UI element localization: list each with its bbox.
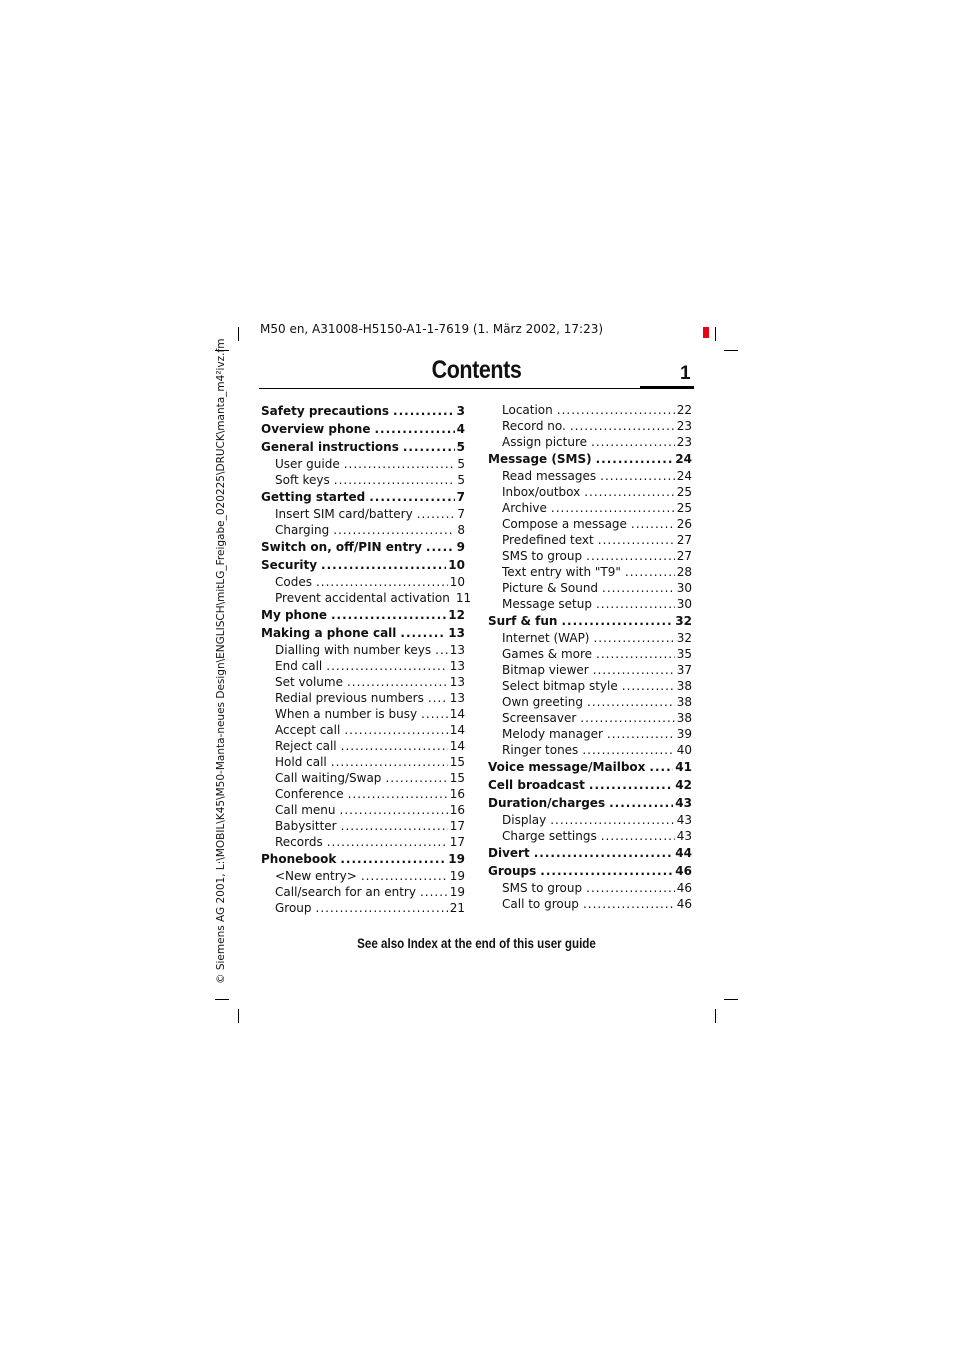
toc-entry-label: Accept call <box>275 723 341 737</box>
toc-entry-label: Records <box>275 835 323 849</box>
toc-subentry[interactable] <box>488 580 692 596</box>
toc-leader-dots <box>600 468 675 484</box>
toc-entry-page: 28 <box>676 565 692 579</box>
toc-entry-label: Charge settings <box>502 829 597 843</box>
toc-entry-label: General instructions <box>261 440 399 454</box>
toc-leader-dots <box>596 596 675 612</box>
toc-leader-dots <box>331 607 446 624</box>
toc-subentry[interactable] <box>261 900 465 916</box>
toc-subentry[interactable] <box>488 532 692 548</box>
toc-entry-page: 46 <box>676 897 692 911</box>
crop-mark <box>715 327 716 341</box>
toc-section-entry[interactable] <box>488 451 692 468</box>
toc-section-entry[interactable] <box>261 403 465 420</box>
toc-leader-dots <box>341 738 448 754</box>
toc-subentry[interactable] <box>488 434 692 450</box>
toc-entry-label: Archive <box>502 501 547 515</box>
toc-entry-page: 19 <box>448 852 465 866</box>
toc-entry-label: Hold call <box>275 755 327 769</box>
toc-entry-label: Text entry with "T9" <box>502 565 621 579</box>
toc-entry-label: Assign picture <box>502 435 587 449</box>
toc-leader-dots <box>316 574 448 590</box>
toc-entry-label: Group <box>275 901 312 915</box>
toc-leader-dots <box>341 818 448 834</box>
toc-entry-page: 19 <box>449 885 465 899</box>
toc-entry-label: Inbox/outbox <box>502 485 581 499</box>
toc-subentry[interactable] <box>261 642 465 658</box>
toc-entry-page: 15 <box>449 771 465 785</box>
toc-leader-dots <box>321 557 446 574</box>
toc-subentry[interactable] <box>488 596 692 612</box>
toc-entry-label: User guide <box>275 457 340 471</box>
toc-entry-page: 27 <box>676 549 692 563</box>
toc-leader-dots <box>340 851 446 868</box>
title-rule-accent <box>640 386 694 389</box>
toc-entry-page: 27 <box>676 533 692 547</box>
toc-entry-page: 32 <box>676 631 692 645</box>
toc-entry-page: 5 <box>457 473 465 487</box>
toc-entry-page: 13 <box>449 691 465 705</box>
toc-entry-page: 16 <box>449 803 465 817</box>
toc-subentry[interactable] <box>261 456 465 472</box>
toc-leader-dots <box>361 868 448 884</box>
toc-leader-dots <box>340 802 448 818</box>
toc-entry-label: Call waiting/Swap <box>275 771 382 785</box>
toc-entry-page: 26 <box>676 517 692 531</box>
toc-subentry[interactable] <box>488 516 692 532</box>
toc-leader-dots <box>369 489 454 506</box>
toc-leader-dots <box>596 646 675 662</box>
toc-entry-label: Dialling with number keys <box>275 643 432 657</box>
crop-mark <box>238 1009 239 1023</box>
toc-leader-dots <box>393 403 455 420</box>
toc-leader-dots <box>327 834 448 850</box>
toc-leader-dots <box>580 710 674 726</box>
toc-entry-page: 13 <box>449 675 465 689</box>
toc-subentry[interactable] <box>261 706 465 722</box>
toc-entry-page: 37 <box>676 663 692 677</box>
toc-entry-page: 43 <box>676 829 692 843</box>
toc-subentry[interactable] <box>261 506 465 522</box>
toc-subentry[interactable] <box>488 548 692 564</box>
toc-leader-dots <box>534 845 674 862</box>
toc-entry-label: Making a phone call <box>261 626 397 640</box>
print-file-info: M50 en, A31008-H5150-A1-1-7619 (1. März 2002, 17:23) <box>260 322 604 336</box>
toc-subentry[interactable] <box>261 770 465 786</box>
toc-subentry[interactable] <box>261 884 465 900</box>
toc-subentry[interactable] <box>261 868 465 884</box>
title-rule <box>259 388 694 389</box>
toc-entry-page: 32 <box>675 614 692 628</box>
toc-leader-dots <box>589 777 673 794</box>
toc-entry-page: 17 <box>449 819 465 833</box>
toc-entry-label: Prevent accidental activation <box>275 591 450 605</box>
toc-subentry[interactable] <box>261 690 465 706</box>
toc-entry-label: Games & more <box>502 647 593 661</box>
toc-entry-page: 13 <box>449 659 465 673</box>
toc-leader-dots <box>421 706 448 722</box>
toc-entry-label: Reject call <box>275 739 337 753</box>
toc-entry-page: 17 <box>449 835 465 849</box>
toc-entry-page: 7 <box>456 490 465 504</box>
toc-leader-dots <box>582 742 674 758</box>
toc-subentry[interactable] <box>261 786 465 802</box>
toc-leader-dots <box>331 754 448 770</box>
toc-subentry[interactable] <box>488 646 692 662</box>
toc-entry-label: Babysitter <box>275 819 337 833</box>
toc-entry-page: 12 <box>448 608 465 622</box>
toc-section-entry[interactable] <box>488 613 692 630</box>
toc-subentry[interactable] <box>488 828 692 844</box>
toc-subentry[interactable] <box>261 818 465 834</box>
toc-leader-dots <box>602 580 675 596</box>
toc-entry-page: 8 <box>457 523 465 537</box>
toc-entry-label: Phonebook <box>261 852 337 866</box>
toc-subentry[interactable] <box>488 896 692 912</box>
toc-entry-page: 35 <box>676 647 692 661</box>
toc-entry-label: Insert SIM card/battery <box>275 507 413 521</box>
toc-subentry[interactable] <box>488 742 692 758</box>
toc-leader-dots <box>551 500 675 516</box>
toc-section-entry[interactable] <box>488 845 692 862</box>
toc-column-left <box>261 402 472 916</box>
toc-leader-dots <box>583 896 675 912</box>
toc-entry-label: Call to group <box>502 897 579 911</box>
toc-entry-label: Set volume <box>275 675 343 689</box>
toc-entry-label: Record no. <box>502 419 566 433</box>
toc-entry-label: Charging <box>275 523 330 537</box>
toc-entry-label: Getting started <box>261 490 366 504</box>
toc-entry-label: <New entry> <box>275 869 357 883</box>
toc-leader-dots <box>426 539 455 556</box>
toc-entry-label: Internet (WAP) <box>502 631 590 645</box>
toc-leader-dots <box>609 795 673 812</box>
toc-entry-page: 41 <box>675 760 692 774</box>
toc-entry-page: 13 <box>448 626 465 640</box>
toc-entry-label: Ringer tones <box>502 743 579 757</box>
toc-leader-dots <box>385 770 447 786</box>
toc-leader-dots <box>374 421 454 438</box>
toc-subentry[interactable] <box>488 484 692 500</box>
toc-leader-dots <box>344 722 447 738</box>
toc-entry-label: Message (SMS) <box>488 452 592 466</box>
toc-entry-page: 16 <box>449 787 465 801</box>
toc-leader-dots <box>326 658 447 674</box>
toc-entry-page: 42 <box>675 778 692 792</box>
color-marker <box>703 327 709 338</box>
toc-subentry[interactable] <box>488 402 692 418</box>
toc-entry-page: 39 <box>676 727 692 741</box>
toc-subentry[interactable] <box>488 468 692 484</box>
toc-leader-dots <box>631 516 675 532</box>
file-path-vertical: © Siemens AG 2001, L:\MOBIL\K45\M50-Manta-neues Design\ENGLISCH\mitLG_Freigabe_020225\DRUCK\manta_m4²ivz.fm <box>215 338 227 984</box>
toc-entry-label: Divert <box>488 846 530 860</box>
toc-entry-label: Voice message/Mailbox <box>488 760 646 774</box>
index-note: See also Index at the end of this user guide <box>357 936 596 951</box>
toc-entry-label: Call/search for an entry <box>275 885 416 899</box>
toc-section-entry[interactable] <box>261 625 465 642</box>
toc-entry-page: 3 <box>456 404 465 418</box>
toc-entry-page: 25 <box>676 501 692 515</box>
toc-leader-dots <box>557 402 675 418</box>
toc-subentry[interactable] <box>488 726 692 742</box>
toc-entry-label: Groups <box>488 864 537 878</box>
toc-entry-page: 9 <box>456 540 465 554</box>
toc-leader-dots <box>316 900 448 916</box>
toc-leader-dots <box>435 642 448 658</box>
toc-subentry[interactable] <box>488 564 692 580</box>
toc-entry-label: Compose a message <box>502 517 627 531</box>
toc-entry-page: 44 <box>675 846 692 860</box>
toc-entry-label: My phone <box>261 608 327 622</box>
toc-subentry[interactable] <box>261 590 472 606</box>
toc-entry-label: Switch on, off/PIN entry <box>261 540 422 554</box>
toc-entry-page: 19 <box>449 869 465 883</box>
toc-entry-label: Soft keys <box>275 473 330 487</box>
toc-entry-page: 7 <box>457 507 465 521</box>
crop-mark <box>724 999 738 1000</box>
toc-entry-page: 23 <box>676 419 692 433</box>
toc-section-entry[interactable] <box>261 851 465 868</box>
toc-leader-dots <box>593 662 675 678</box>
toc-entry-page: 11 <box>455 591 472 605</box>
toc-subentry[interactable] <box>261 472 465 488</box>
crop-mark <box>724 350 738 351</box>
toc-entry-page: 4 <box>456 422 465 436</box>
toc-column-right <box>488 402 692 912</box>
toc-subentry[interactable] <box>488 418 692 434</box>
toc-leader-dots <box>607 726 675 742</box>
toc-leader-dots <box>570 418 675 434</box>
toc-section-entry[interactable] <box>261 539 465 556</box>
toc-entry-label: Cell broadcast <box>488 778 585 792</box>
toc-subentry[interactable] <box>261 802 465 818</box>
toc-subentry[interactable] <box>261 522 465 538</box>
toc-entry-page: 15 <box>449 755 465 769</box>
toc-section-entry[interactable] <box>261 557 465 574</box>
toc-entry-label: Codes <box>275 575 312 589</box>
toc-entry-page: 30 <box>676 597 692 611</box>
toc-section-entry[interactable] <box>261 489 465 506</box>
toc-entry-label: Security <box>261 558 318 572</box>
crop-mark <box>238 327 239 341</box>
toc-subentry[interactable] <box>261 658 465 674</box>
toc-subentry[interactable] <box>488 662 692 678</box>
toc-section-entry[interactable] <box>488 759 692 776</box>
toc-entry-page: 22 <box>676 403 692 417</box>
toc-subentry[interactable] <box>261 834 465 850</box>
toc-entry-page: 38 <box>676 695 692 709</box>
toc-entry-page: 25 <box>676 485 692 499</box>
toc-leader-dots <box>649 759 673 776</box>
toc-leader-dots <box>400 625 446 642</box>
toc-section-entry[interactable] <box>488 795 692 812</box>
toc-subentry[interactable] <box>488 812 692 828</box>
toc-leader-dots <box>584 484 674 500</box>
toc-entry-page: 46 <box>675 864 692 878</box>
toc-leader-dots <box>333 522 455 538</box>
toc-leader-dots <box>591 434 675 450</box>
toc-leader-dots <box>561 613 673 630</box>
toc-section-entry[interactable] <box>488 863 692 880</box>
toc-entry-page: 38 <box>676 679 692 693</box>
toc-entry-page: 21 <box>449 901 465 915</box>
page-title: Contents <box>431 356 522 384</box>
toc-leader-dots <box>622 678 675 694</box>
toc-entry-page: 5 <box>457 457 465 471</box>
toc-section-entry[interactable] <box>261 421 465 438</box>
toc-entry-page: 10 <box>448 558 465 572</box>
toc-entry-label: Picture & Sound <box>502 581 599 595</box>
toc-entry-label: Predefined text <box>502 533 594 547</box>
toc-entry-page: 43 <box>676 813 692 827</box>
toc-subentry[interactable] <box>488 694 692 710</box>
toc-leader-dots <box>587 694 675 710</box>
toc-entry-page: 38 <box>676 711 692 725</box>
toc-subentry[interactable] <box>261 738 465 754</box>
toc-entry-label: Overview phone <box>261 422 371 436</box>
toc-entry-page: 24 <box>676 469 692 483</box>
toc-leader-dots <box>550 812 674 828</box>
crop-mark <box>715 1009 716 1023</box>
toc-subentry[interactable] <box>488 880 692 896</box>
toc-leader-dots <box>601 828 675 844</box>
page-number: 1 <box>680 363 691 384</box>
toc-entry-label: Call menu <box>275 803 336 817</box>
toc-section-entry[interactable] <box>488 777 692 794</box>
toc-section-entry[interactable] <box>261 439 465 456</box>
toc-subentry[interactable] <box>261 674 465 690</box>
toc-entry-page: 40 <box>676 743 692 757</box>
toc-entry-page: 14 <box>449 707 465 721</box>
toc-leader-dots <box>598 532 675 548</box>
toc-entry-label: Location <box>502 403 553 417</box>
toc-leader-dots <box>428 690 448 706</box>
toc-entry-page: 14 <box>449 739 465 753</box>
toc-leader-dots <box>420 884 448 900</box>
toc-entry-label: SMS to group <box>502 881 583 895</box>
toc-leader-dots <box>344 456 456 472</box>
toc-entry-label: Safety precautions <box>261 404 390 418</box>
toc-entry-label: Own greeting <box>502 695 583 709</box>
toc-subentry[interactable] <box>488 678 692 694</box>
toc-entry-page: 24 <box>675 452 692 466</box>
toc-entry-label: End call <box>275 659 323 673</box>
toc-leader-dots <box>334 472 456 488</box>
toc-subentry[interactable] <box>488 500 692 516</box>
toc-entry-label: Conference <box>275 787 344 801</box>
toc-subentry[interactable] <box>261 722 465 738</box>
toc-leader-dots <box>347 674 448 690</box>
toc-entry-page: 14 <box>449 723 465 737</box>
toc-subentry[interactable] <box>261 754 465 770</box>
toc-subentry[interactable] <box>261 574 465 590</box>
toc-entry-page: 10 <box>449 575 465 589</box>
toc-leader-dots <box>596 451 674 468</box>
toc-entry-label: Message setup <box>502 597 592 611</box>
toc-leader-dots <box>417 506 456 522</box>
toc-leader-dots <box>593 630 674 646</box>
toc-leader-dots <box>348 786 448 802</box>
toc-entry-label: Screensaver <box>502 711 577 725</box>
toc-entry-label: Surf & fun <box>488 614 558 628</box>
toc-entry-label: When a number is busy <box>275 707 418 721</box>
toc-leader-dots <box>540 863 673 880</box>
toc-leader-dots <box>586 880 675 896</box>
toc-subentry[interactable] <box>488 710 692 726</box>
toc-subentry[interactable] <box>488 630 692 646</box>
toc-entry-label: Read messages <box>502 469 597 483</box>
toc-entry-label: SMS to group <box>502 549 583 563</box>
toc-entry-label: Melody manager <box>502 727 603 741</box>
crop-mark <box>215 999 229 1000</box>
toc-leader-dots <box>625 564 675 580</box>
toc-leader-dots <box>403 439 455 456</box>
toc-entry-label: Redial previous numbers <box>275 691 424 705</box>
toc-entry-label: Display <box>502 813 547 827</box>
toc-entry-page: 30 <box>676 581 692 595</box>
toc-section-entry[interactable] <box>261 607 465 624</box>
toc-leader-dots <box>586 548 675 564</box>
toc-entry-page: 23 <box>676 435 692 449</box>
toc-entry-page: 13 <box>449 643 465 657</box>
toc-entry-label: Bitmap viewer <box>502 663 589 677</box>
toc-entry-page: 43 <box>675 796 692 810</box>
toc-entry-page: 46 <box>676 881 692 895</box>
toc-entry-label: Select bitmap style <box>502 679 618 693</box>
toc-entry-label: Duration/charges <box>488 796 606 810</box>
toc-entry-page: 5 <box>456 440 465 454</box>
